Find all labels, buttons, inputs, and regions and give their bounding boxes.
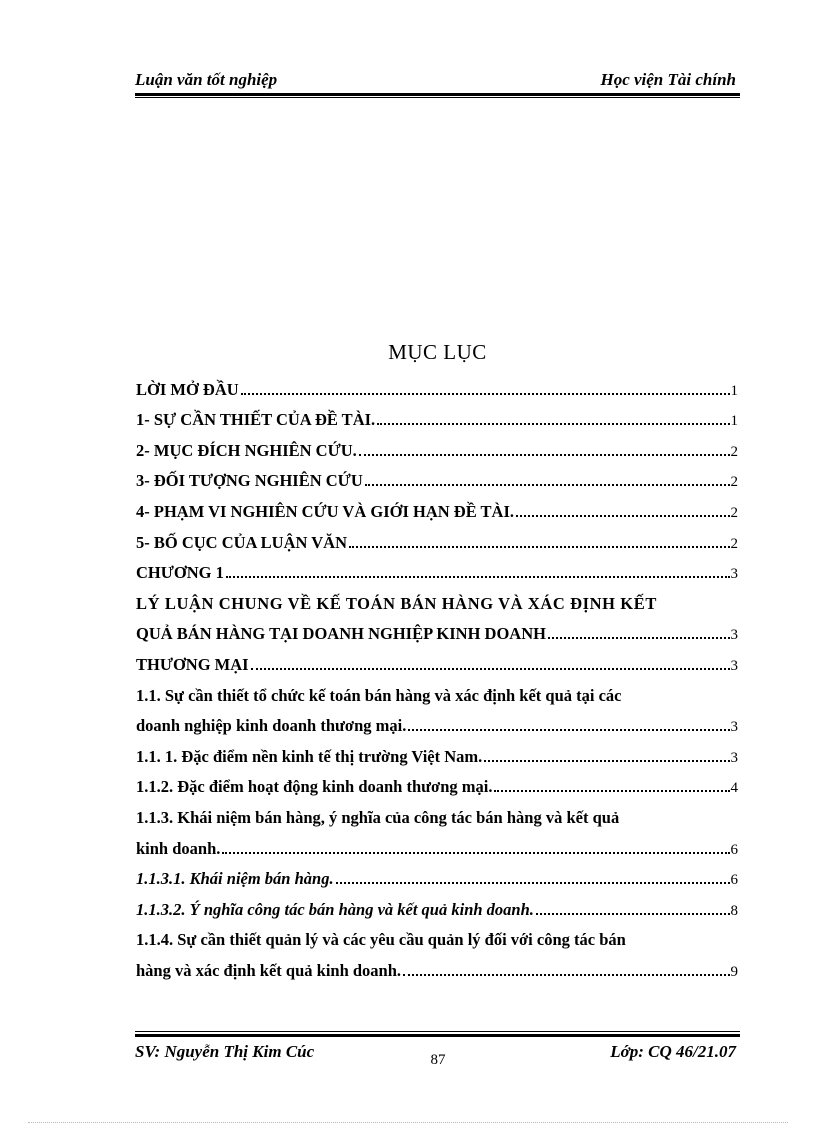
- toc-leader: [226, 576, 730, 578]
- toc-entry-text: 1.1.3.1. Khái niệm bán hàng.: [136, 869, 334, 889]
- toc-entry[interactable]: [136, 433, 738, 464]
- toc-entry[interactable]: [136, 831, 738, 862]
- footer-class-code: Lớp: CQ 46/21.07: [610, 1042, 736, 1061]
- toc-leader: [365, 484, 730, 486]
- footer-student-name: SV: Nguyễn Thị Kim Cúc: [135, 1042, 315, 1061]
- toc-entry[interactable]: [136, 923, 738, 954]
- toc-leader: [251, 668, 730, 670]
- toc-page-number: 2: [730, 474, 738, 491]
- toc-page-number: 2: [730, 443, 738, 460]
- toc-entry-text: QUẢ BÁN HÀNG TẠI DOANH NGHIỆP KINH DOANH: [136, 624, 546, 644]
- header-institution: Học viện Tài chính: [600, 70, 736, 89]
- toc-leader: [241, 393, 730, 395]
- toc-entry-text: 1.1. Sự cần thiết tổ chức kế toán bán hàng và xác định kết quả tại các: [136, 685, 622, 705]
- toc-page-number: 1: [730, 382, 738, 399]
- toc-leader: [536, 913, 730, 915]
- toc-page-number: 4: [730, 780, 738, 797]
- header-rule-thin: [135, 97, 740, 98]
- toc-entry-text: hàng và xác định kết quả kinh doanh.: [136, 960, 402, 980]
- toc-entry[interactable]: [136, 494, 738, 525]
- toc-page-number: 6: [730, 872, 738, 889]
- toc-entry-text: LỜI MỞ ĐẦU: [136, 379, 239, 399]
- toc-entry[interactable]: [136, 739, 738, 770]
- toc-entry[interactable]: [136, 892, 738, 923]
- toc-entry[interactable]: [136, 953, 738, 984]
- toc-entry-text: 1.1.3.2. Ý nghĩa công tác bán hàng và kết quả kinh doanh.: [136, 899, 534, 919]
- page-title: MỤC LỤC: [388, 340, 487, 364]
- toc-page-number: 2: [730, 504, 738, 521]
- toc-entry-text: 1- SỰ CẦN THIẾT CỦA ĐỀ TÀI.: [136, 410, 376, 430]
- toc-page-number: 3: [730, 749, 738, 766]
- toc-leader: [484, 760, 729, 762]
- header-rule-thick: [135, 93, 740, 96]
- toc-entry[interactable]: [136, 770, 738, 801]
- toc-leader: [403, 974, 729, 976]
- footer-rule-thick: [135, 1034, 740, 1037]
- toc-entry[interactable]: [136, 709, 738, 740]
- toc-entry-text: 4- PHẠM VI NGHIÊN CỨU VÀ GIỚI HẠN ĐỀ TÀI.: [136, 501, 515, 521]
- toc-entry-text: CHƯƠNG 1: [136, 563, 224, 583]
- toc-entry[interactable]: [136, 862, 738, 893]
- toc-page-number: 9: [730, 963, 738, 980]
- toc-leader: [377, 423, 729, 425]
- page-number: 87: [430, 1052, 446, 1068]
- toc-entry[interactable]: [136, 403, 738, 434]
- toc-entry-text: THƯƠNG MẠI: [136, 654, 249, 674]
- toc-entry[interactable]: [136, 525, 738, 556]
- toc-entry[interactable]: [136, 617, 738, 648]
- toc-entry[interactable]: [136, 647, 738, 678]
- toc-leader: [548, 637, 730, 639]
- toc-entry[interactable]: [136, 464, 738, 495]
- toc-entry-text: LÝ LUẬN CHUNG VỀ KẾ TOÁN BÁN HÀNG VÀ XÁC ĐỊNH KẾT: [136, 593, 657, 613]
- toc-entry-text: 3- ĐỐI TƯỢNG NGHIÊN CỨU: [136, 471, 363, 491]
- page-header: [135, 70, 740, 92]
- toc-entry[interactable]: [136, 678, 738, 709]
- toc-entry-text: 1.1. 1. Đặc điểm nền kinh tế thị trường Việt Nam.: [136, 746, 483, 766]
- toc-entry[interactable]: [136, 586, 738, 617]
- toc-entry[interactable]: [136, 556, 738, 587]
- toc-page-number: 3: [730, 627, 738, 644]
- toc-leader: [349, 546, 730, 548]
- toc-page-number: 6: [730, 841, 738, 858]
- toc-page-number: 8: [730, 902, 738, 919]
- toc-entry-text: 1.1.2. Đặc điểm hoạt động kinh doanh thương mại.: [136, 777, 493, 797]
- toc-entry-text: 2- MỤC ĐÍCH NGHIÊN CỨU.: [136, 440, 357, 460]
- toc-entry-text: 5- BỐ CỤC CỦA LUẬN VĂN: [136, 532, 347, 552]
- table-of-contents: [136, 372, 738, 984]
- toc-page-number: 3: [730, 566, 738, 583]
- toc-leader: [494, 790, 729, 792]
- toc-page-number: 2: [730, 535, 738, 552]
- toc-leader: [222, 852, 729, 854]
- toc-entry-text: 1.1.4. Sự cần thiết quản lý và các yêu cầu quản lý đối với công tác bán: [136, 930, 626, 950]
- toc-page-number: 3: [730, 719, 738, 736]
- toc-entry-text: doanh nghiệp kinh doanh thương mại.: [136, 716, 407, 736]
- toc-leader: [516, 515, 729, 517]
- toc-page-number: 1: [730, 413, 738, 430]
- header-thesis-label: Luận văn tốt nghiệp: [135, 70, 278, 89]
- footer-rule-thin: [135, 1031, 740, 1032]
- toc-leader: [359, 454, 730, 456]
- toc-page-number: 3: [730, 657, 738, 674]
- toc-leader: [408, 729, 729, 731]
- toc-entry[interactable]: [136, 800, 738, 831]
- toc-entry-text: kinh doanh.: [136, 838, 221, 858]
- toc-leader: [336, 882, 730, 884]
- toc-entry-text: 1.1.3. Khái niệm bán hàng, ý nghĩa của công tác bán hàng và kết quả: [136, 807, 620, 827]
- toc-entry[interactable]: [136, 372, 738, 403]
